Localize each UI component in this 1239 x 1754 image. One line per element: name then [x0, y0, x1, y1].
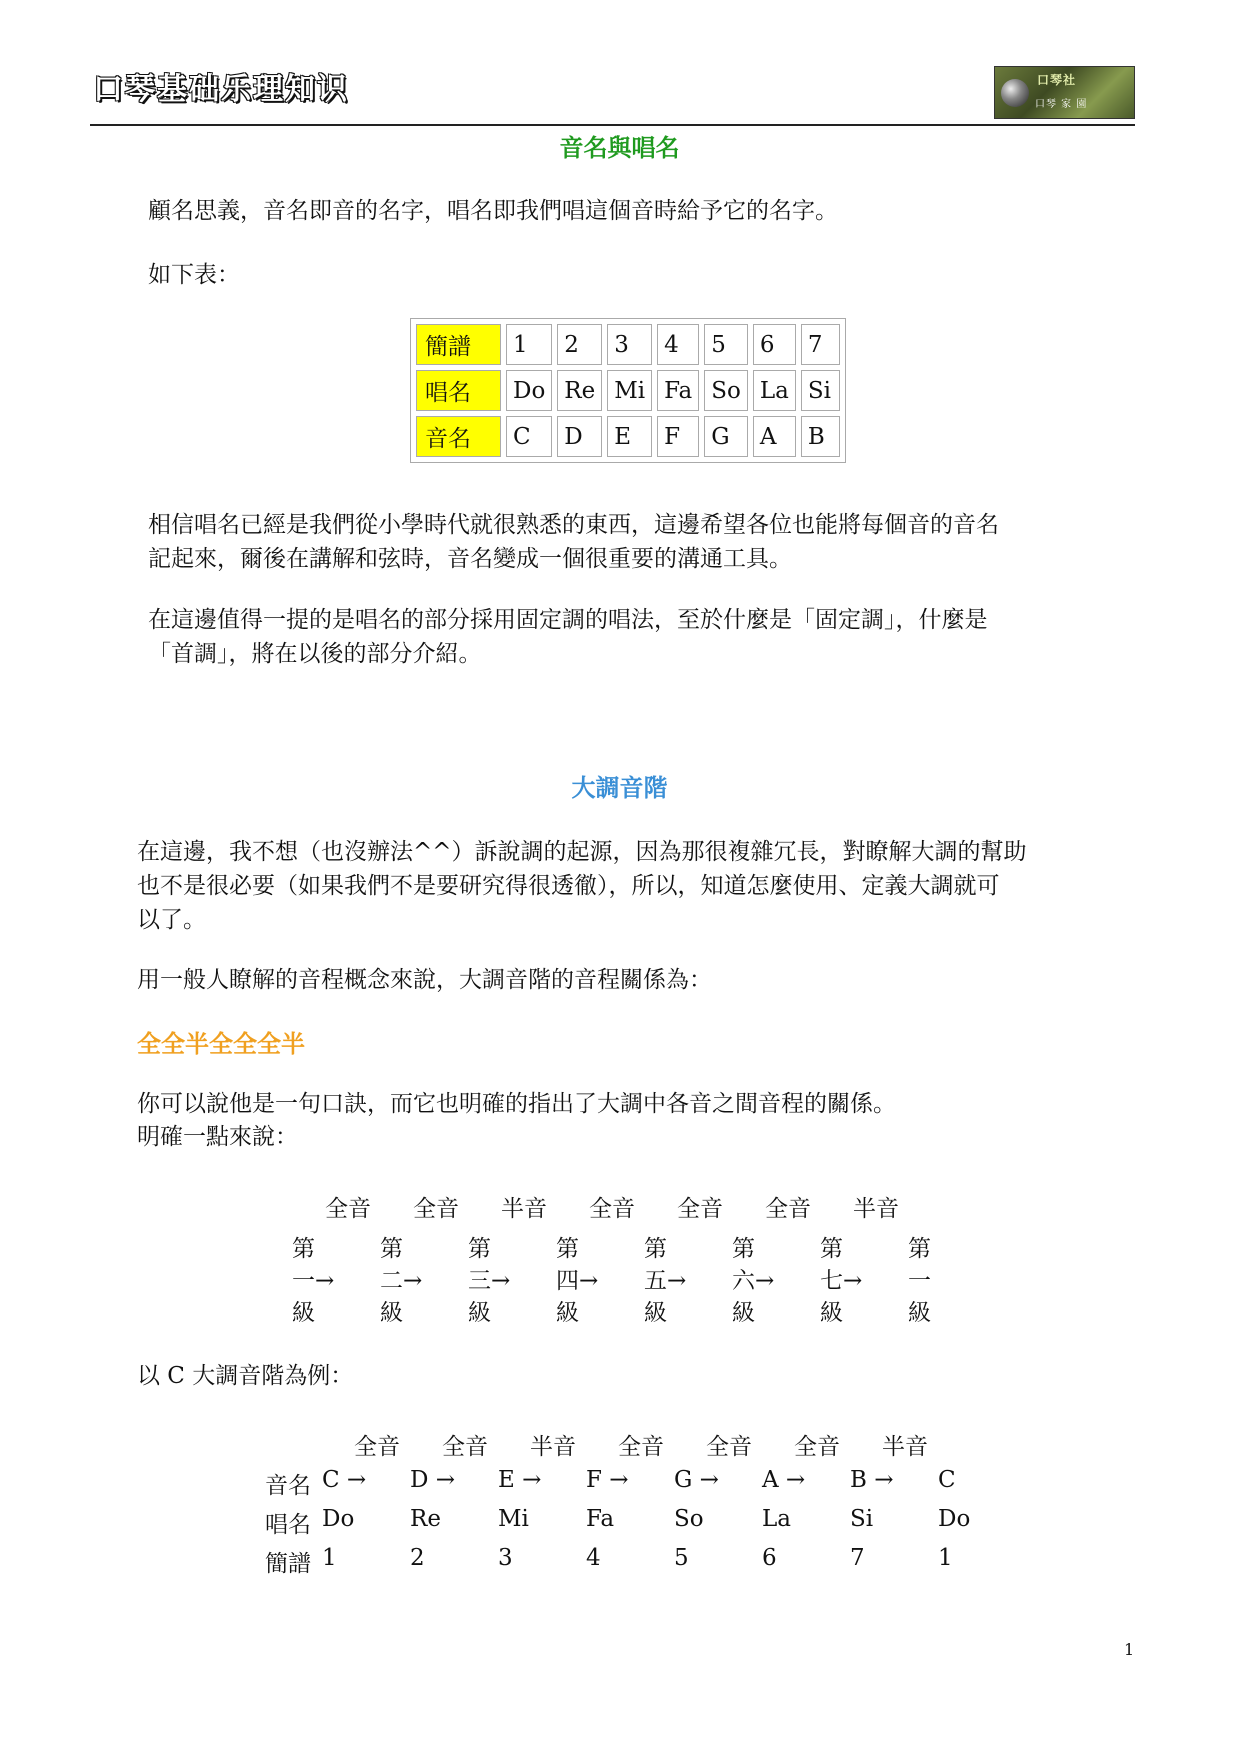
interval-formula: 全全半全全全半: [137, 1030, 305, 1058]
degree-label: 第: [292, 1236, 315, 1262]
section-heading-major-scale: 大調音階: [571, 774, 668, 802]
numbered-note: 3: [498, 1545, 513, 1571]
note-name: B →: [850, 1467, 894, 1493]
table-cell: Do: [506, 370, 552, 411]
table-cell: B: [801, 416, 840, 457]
note-name: F →: [586, 1467, 629, 1493]
table-cell: G: [704, 416, 748, 457]
table-cell: Fa: [657, 370, 699, 411]
paragraph-line: 記起來，爾後在講解和弦時，音名變成一個很重要的溝通工具。: [148, 546, 792, 572]
table-cell: A: [753, 416, 796, 457]
logo-text: 口琴社: [1037, 73, 1077, 87]
table-cell: F: [657, 416, 699, 457]
interval-step: 全音: [442, 1434, 488, 1460]
table-cell: 7: [801, 324, 840, 365]
numbered-note: 6: [762, 1545, 777, 1571]
table-row-header: 簡譜: [416, 324, 501, 365]
solfege-name: Re: [410, 1506, 441, 1532]
row-label: 唱名: [265, 1512, 311, 1538]
numbered-note: 7: [850, 1545, 865, 1571]
degree-label: 級: [380, 1300, 403, 1326]
paragraph-line: 在這邊值得一提的是唱名的部分採用固定調的唱法，至於什麼是「固定調」，什麼是: [148, 607, 988, 633]
note-name: G →: [674, 1467, 719, 1493]
paragraph-line: 在這邊，我不想（也沒辦法^^）訴說調的起源，因為那很複雜冗長，對瞭解大調的幫助: [137, 839, 1027, 865]
interval-step: 半音: [882, 1434, 928, 1460]
solfege-name: La: [762, 1506, 791, 1532]
degree-label: 級: [556, 1300, 579, 1326]
solfege-name: Do: [322, 1506, 355, 1532]
paragraph: 顧名思義，音名即音的名字，唱名即我們唱這個音時給予它的名字。: [148, 198, 838, 224]
solfege-name: Mi: [498, 1506, 529, 1532]
numbered-note: 1: [938, 1545, 953, 1571]
interval-step: 全音: [677, 1196, 723, 1222]
interval-step: 全音: [794, 1434, 840, 1460]
paragraph-line: 相信唱名已經是我們從小學時代就很熟悉的東西，這邊希望各位也能將每個音的音名: [148, 512, 999, 538]
numbered-note: 1: [322, 1545, 337, 1571]
degree-label: 第: [468, 1236, 491, 1262]
paragraph: 以 C 大調音階為例：: [137, 1363, 354, 1389]
table-row-header: 唱名: [416, 370, 501, 411]
table-cell: Mi: [607, 370, 652, 411]
degree-label: 第: [556, 1236, 579, 1262]
row-label: 音名: [265, 1473, 311, 1499]
page-number: 1: [1124, 1640, 1135, 1659]
table-cell: 5: [704, 324, 748, 365]
degree-label: 一→: [292, 1268, 335, 1294]
numbered-note: 2: [410, 1545, 425, 1571]
degree-label: 第: [908, 1236, 931, 1262]
note-name: C →: [322, 1467, 367, 1493]
table-row: [416, 370, 840, 411]
table-cell: E: [607, 416, 652, 457]
paragraph-line: 也不是很必要（如果我們不是要研究得很透徹），所以，知道怎麼使用、定義大調就可: [137, 873, 1000, 899]
degree-label: 六→: [732, 1268, 775, 1294]
degree-label: 三→: [468, 1268, 511, 1294]
table-row: [416, 416, 840, 457]
numbered-note: 5: [674, 1545, 689, 1571]
degree-label: 第: [380, 1236, 403, 1262]
interval-step: 全音: [618, 1434, 664, 1460]
interval-step: 全音: [325, 1196, 371, 1222]
solfege-name: Fa: [586, 1506, 615, 1532]
paragraph: 如下表：: [148, 262, 240, 288]
interval-step: 半音: [530, 1434, 576, 1460]
note-name-table: [410, 318, 846, 463]
interval-step: 全音: [765, 1196, 811, 1222]
interval-step: 全音: [413, 1196, 459, 1222]
degree-label: 級: [908, 1300, 931, 1326]
degree-label: 第: [820, 1236, 843, 1262]
table-cell: 4: [657, 324, 699, 365]
row-label: 簡譜: [265, 1551, 311, 1577]
paragraph-line: 「首調」，將在以後的部分介紹。: [148, 641, 482, 667]
solfege-name: So: [674, 1506, 704, 1532]
header-title: 口琴基础乐理知识: [93, 72, 349, 107]
paragraph-line: 明確一點來說：: [137, 1124, 298, 1150]
interval-step: 半音: [853, 1196, 899, 1222]
logo-badge-icon: [1001, 79, 1029, 107]
table-cell: 1: [506, 324, 552, 365]
degree-label: 七→: [820, 1268, 863, 1294]
note-name: D →: [410, 1467, 456, 1493]
logo: [994, 66, 1135, 119]
note-name: A →: [762, 1467, 806, 1493]
table-cell: 3: [607, 324, 652, 365]
degree-label: 五→: [644, 1268, 687, 1294]
interval-step: 全音: [589, 1196, 635, 1222]
solfege-name: Si: [850, 1506, 874, 1532]
interval-step: 全音: [706, 1434, 752, 1460]
table-cell: Re: [557, 370, 602, 411]
table-row: [416, 324, 840, 365]
paragraph-line: 你可以說他是一句口訣，而它也明確的指出了大調中各音之間音程的關係。: [137, 1091, 896, 1117]
table-cell: 2: [557, 324, 602, 365]
section-heading-note-names: 音名與唱名: [559, 134, 680, 162]
note-name: C: [938, 1467, 956, 1493]
degree-label: 一: [908, 1268, 931, 1294]
solfege-name: Do: [938, 1506, 971, 1532]
table-cell: C: [506, 416, 552, 457]
degree-label: 級: [732, 1300, 755, 1326]
numbered-note: 4: [586, 1545, 601, 1571]
degree-label: 第: [732, 1236, 755, 1262]
interval-step: 全音: [354, 1434, 400, 1460]
interval-step: 半音: [501, 1196, 547, 1222]
degree-label: 四→: [556, 1268, 599, 1294]
degree-label: 級: [820, 1300, 843, 1326]
degree-label: 級: [292, 1300, 315, 1326]
table-cell: So: [704, 370, 748, 411]
note-name: E →: [498, 1467, 542, 1493]
degree-label: 第: [644, 1236, 667, 1262]
logo-subtext: 口琴 家 園: [1035, 99, 1088, 110]
table-row-header: 音名: [416, 416, 501, 457]
table-cell: 6: [753, 324, 796, 365]
table-cell: D: [557, 416, 602, 457]
degree-label: 二→: [380, 1268, 423, 1294]
table-cell: La: [753, 370, 796, 411]
paragraph-line: 以了。: [137, 907, 206, 933]
header-divider: [90, 124, 1135, 126]
degree-label: 級: [644, 1300, 667, 1326]
table-cell: Si: [801, 370, 840, 411]
paragraph: 用一般人瞭解的音程概念來說，大調音階的音程關係為：: [137, 967, 712, 993]
degree-label: 級: [468, 1300, 491, 1326]
